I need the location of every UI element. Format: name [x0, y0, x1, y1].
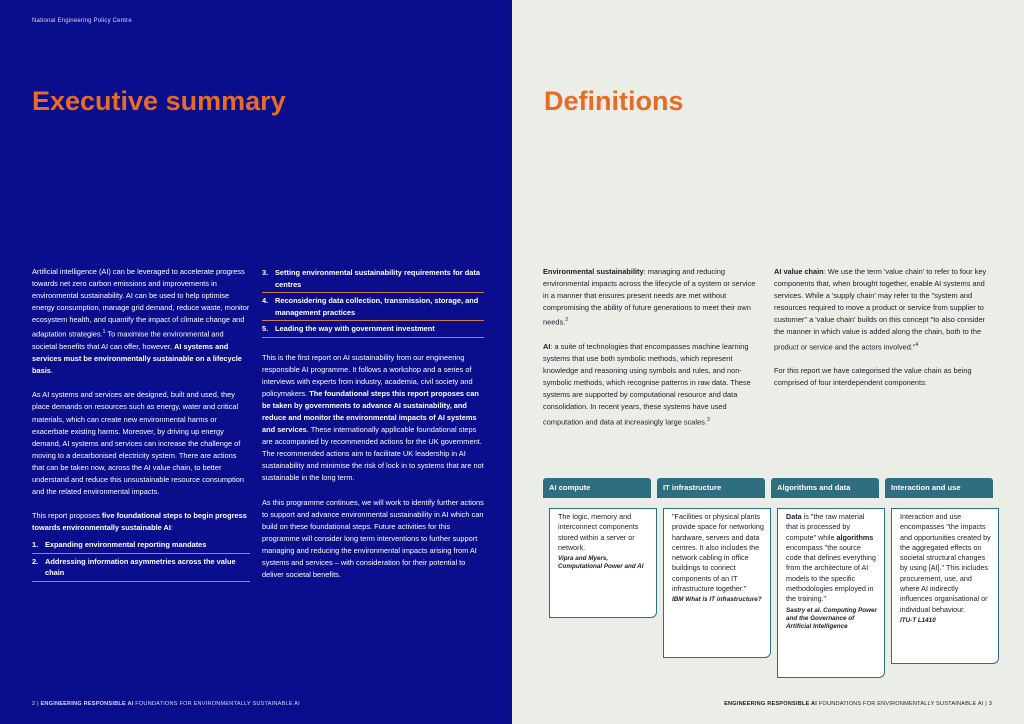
value-chain-cards [543, 478, 1003, 678]
definition-ai-value-chain: AI value chain: We use the term 'value chain' to refer to four key components that, when brought together, enable AI systems and services. While a 'supply chain' may refer to the "system and resources required to move a product or service from supplier to customer" a 'value chain' builds on this concept "to also consider the manner in which value is added along the chain, both to the product or service and the actors involved."$^4$ [774, 267, 987, 352]
definitions-column-1 [543, 266, 763, 440]
definitions-column-2 [774, 266, 996, 401]
card-title: AI compute [543, 478, 651, 498]
steps-list [32, 538, 250, 582]
definitions-title: Definitions [544, 86, 684, 116]
organisation-name: National Engineering Policy Centre [32, 18, 132, 24]
footer: 2 | ENGINEERING RESPONSIBLE AI FOUNDATIONS FOR ENVIRONMENTALLY SUSTAINABLE AI [32, 701, 300, 707]
card-body: The logic, memory and interconnect components stored within a server or network. Vipra and Myers, Computational Power and AI [549, 508, 657, 618]
summary-paragraph: As AI systems and services are designed, built and used, they place demands on resources such as energy, water and critical materials, which can create new environmental harms or exacerbate existing harms. Moreover, by driving up energy demand, AI systems and services can increase the challenge of moving to a decarbonised electricity system. There are actions that can be taken now, across the AI value chain, to better understand and reduce this unsustainable resource consumption and the related environmental impacts. [32, 390, 245, 497]
step-item: 2. Addressing information asymmetries across the value chain [32, 555, 250, 582]
step-item: 1. Expanding environmental reporting mandates [32, 538, 250, 554]
card-body: Data is "the raw material that is processed by compute" while algorithms encompass "the source code that defines everything from the architecture of AI models to the specific methodologies employed in the training." Sastry et al. Computing Power and the Governance of Artificial Intelligence [777, 508, 885, 678]
card-source: ITU-T L1410 [900, 616, 936, 624]
card-algorithms-and-data [771, 478, 879, 630]
step-item: 4. Reconsidering data collection, transmission, storage, and management practices [262, 294, 484, 321]
card-source: Vipra and Myers, Computational Power and AI [558, 555, 644, 571]
step-item: 5. Leading the way with government investment [262, 322, 484, 338]
definition-environmental-sustainability: Environmental sustainability: managing and reducing environmental impacts across the lifecycle of a system or service in a manner that ensures present needs are met without compromising the ability of future generations to meet their own needs.$^2$ [543, 267, 756, 327]
card-title: Algorithms and data [771, 478, 879, 498]
card-interaction-and-use [885, 478, 993, 624]
definition-ai: AI: a suite of technologies that encompasses machine learning systems that use both symbolic methods, which represent knowledge and reasoning using symbols and rules, and non-symbolic methods, which recognise patterns in raw data. These systems are supported by computational resource and data consolidation. In recent years, these systems have used computation and data at increasingly large scales.$^3$ [543, 341, 751, 426]
summary-paragraph: This report proposes five foundational steps to begin progress towards environmentally sustainable AI: [32, 511, 247, 533]
summary-paragraph: This is the first report on AI sustainability from our engineering responsible AI programme. It follows a workshop and a series of interviews with experts from industry, academia, civil society and policymakers. The foundational steps this report proposes can be taken by governments to advance AI sustainability, and reduce and monitor the environmental impacts of AI systems and services. These internationally applicable foundational steps are accompanied by recommended actions for the UK government. The recommended actions aim to facilitate UK leadership in AI sustainability and minimise the risk of lock in to systems that are not sustainable in the long term. [262, 352, 484, 483]
summary-paragraph: As this programme continues, we will work to identify further actions to support and advance environmental sustainability in AI which can build on these foundational steps. Future activities for this programme will consider long term interventions to further support managing and reducing the environmental impacts arising from AI systems and services – with consideration for their potential to deliver societal benefits. [262, 497, 484, 580]
summary-column-1 [32, 266, 250, 583]
summary-column-2 [262, 266, 484, 593]
card-it-infrastructure [657, 478, 765, 604]
card-title: IT infrastructure [657, 478, 765, 498]
footer: ENGINEERING RESPONSIBLE AI FOUNDATIONS FOR ENVIRONMENTALLY SUSTAINABLE AI | 3 [724, 701, 992, 707]
page-title: Executive summary [32, 86, 286, 116]
step-item: 3. Setting environmental sustainability requirements for data centres [262, 266, 484, 293]
card-source: IBM What is IT infrastructure? [672, 596, 762, 604]
card-body: Interaction and use encompasses "the impacts and opportunities created by the aggregated effects on societal structural changes by using [AI]." This includes procurement, use, and where AI indirectly influences organisational or individual behaviour. ITU-T L1410 [891, 508, 999, 664]
right-page [512, 0, 1024, 724]
card-body: "Facilities or physical plants provide space for networking hardware, servers and data centres. It also includes the network cabling in office buildings to connect components of an IT infrastructure together." IBM What is IT infrastructure? [663, 508, 771, 658]
card-source: Sastry et al. Computing Power and the Governance of Artificial Intelligence [786, 606, 877, 630]
summary-paragraph: Artificial intelligence (AI) can be leveraged to accelerate progress towards net zero carbon emissions and improvements in environmental sustainability. AI can be used to help optimise energy consumption, manage grid demand, reduce waste, monitor ecosystem health, and quantify the impact of climate change and adaptation strategies.$^1$ To maximise the environmental and societal benefits that AI can offer, however, AI systems and services must be environmentally sustainable on a lifecycle basis. [32, 267, 250, 376]
card-title: Interaction and use [885, 478, 993, 498]
steps-list [262, 266, 484, 338]
card-ai-compute [543, 478, 651, 571]
value-chain-intro: For this report we have categorised the value chain as being comprised of four interdependent components: [774, 366, 972, 388]
